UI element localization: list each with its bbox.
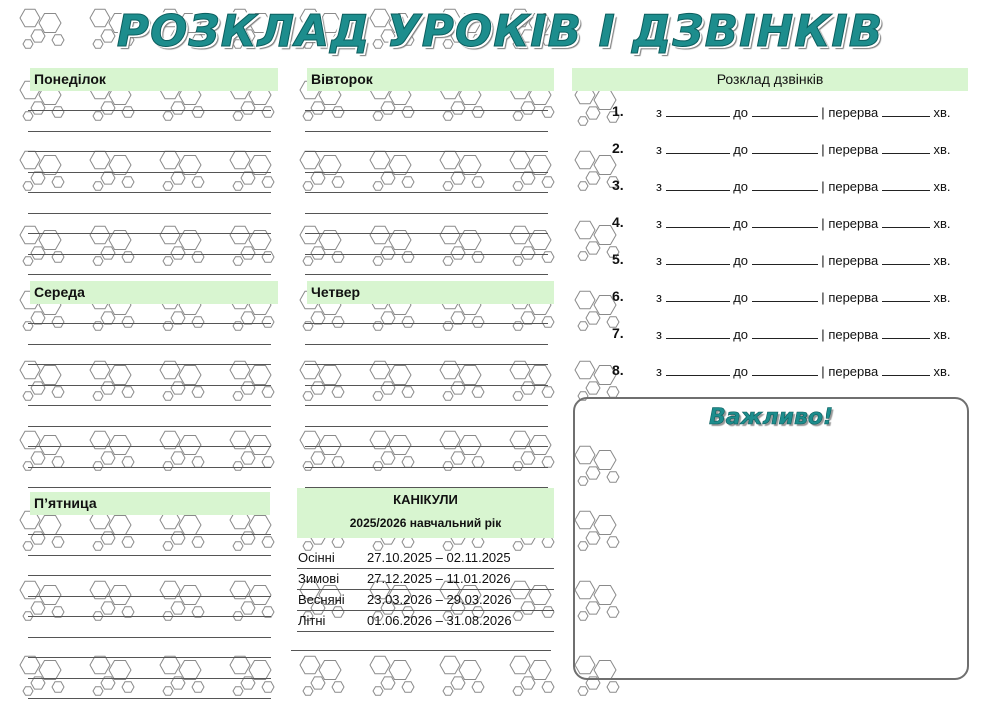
- lesson-line[interactable]: [28, 385, 271, 386]
- bell-label: перерва: [828, 290, 879, 305]
- hexagon-shape: [575, 221, 595, 238]
- bell-number: 2.: [612, 140, 624, 156]
- holiday-name: Осінні: [298, 550, 335, 565]
- holiday-row: [297, 589, 554, 611]
- blank-line[interactable]: [882, 363, 930, 376]
- blank-line[interactable]: [666, 215, 730, 228]
- bell-label: до: [733, 105, 749, 120]
- hexagon-shape: [575, 151, 595, 168]
- lesson-line[interactable]: [305, 172, 548, 173]
- lesson-line[interactable]: [305, 405, 548, 406]
- lesson-line[interactable]: [28, 678, 271, 679]
- hexagon-shape: [607, 682, 619, 692]
- hexagon-shape: [542, 682, 554, 692]
- bell-label: до: [733, 290, 749, 305]
- bell-label: |: [821, 290, 825, 305]
- bell-label: |: [821, 327, 825, 342]
- lesson-line[interactable]: [305, 364, 548, 365]
- hexagon-shape: [586, 382, 600, 394]
- bell-label: з: [656, 105, 662, 120]
- bell-number: 5.: [612, 251, 624, 267]
- blank-line[interactable]: [882, 104, 930, 117]
- bell-row: [612, 251, 962, 271]
- lesson-line[interactable]: [28, 575, 271, 576]
- hexagon-shape: [402, 682, 414, 692]
- holidays-extra-lines: [291, 630, 551, 670]
- lesson-line[interactable]: [28, 555, 271, 556]
- bell-label: до: [733, 179, 749, 194]
- lesson-line[interactable]: [305, 110, 548, 111]
- lesson-line[interactable]: [305, 446, 548, 447]
- hexagon-shape: [373, 687, 383, 696]
- lesson-line[interactable]: [28, 172, 271, 173]
- blank-line[interactable]: [752, 104, 818, 117]
- hexagon-shape: [303, 687, 313, 696]
- lesson-lines-wednesday: [28, 305, 271, 485]
- holiday-row: [297, 610, 554, 632]
- bell-time-fields[interactable]: [656, 141, 951, 157]
- blank-line[interactable]: [882, 326, 930, 339]
- bell-label: перерва: [828, 216, 879, 231]
- hexagon-shape: [332, 682, 344, 692]
- lesson-line[interactable]: [28, 467, 271, 468]
- blank-line[interactable]: [752, 215, 818, 228]
- bell-label: перерва: [828, 327, 879, 342]
- lesson-line[interactable]: [28, 131, 271, 132]
- blank-line[interactable]: [666, 289, 730, 302]
- bell-label: перерва: [828, 142, 879, 157]
- hexagon-shape: [586, 172, 600, 184]
- lesson-line[interactable]: [28, 616, 271, 617]
- bell-label: |: [821, 253, 825, 268]
- lesson-line[interactable]: [28, 213, 271, 214]
- lesson-line[interactable]: [28, 637, 271, 638]
- hexagon-shape: [578, 687, 588, 696]
- bell-row: [612, 362, 962, 382]
- day-header-thursday: Четвер: [307, 281, 554, 304]
- lesson-line[interactable]: [28, 274, 271, 275]
- day-header-friday: П’ятница: [30, 492, 270, 515]
- lesson-line[interactable]: [28, 192, 271, 193]
- bell-number: 7.: [612, 325, 624, 341]
- lesson-line[interactable]: [305, 385, 548, 386]
- lesson-line[interactable]: [28, 657, 271, 658]
- bell-number: 6.: [612, 288, 624, 304]
- bell-label: |: [821, 364, 825, 379]
- hexagon-shape: [311, 677, 325, 689]
- lesson-line[interactable]: [305, 426, 548, 427]
- bell-label: до: [733, 142, 749, 157]
- lesson-line[interactable]: [305, 213, 548, 214]
- blank-line[interactable]: [752, 363, 818, 376]
- holiday-dates: 23.03.2026 – 29.03.2026: [367, 592, 512, 607]
- blank-line[interactable]: [666, 141, 730, 154]
- hexagon-shape: [402, 537, 414, 547]
- bell-time-fields[interactable]: [656, 178, 951, 194]
- lesson-lines-friday: [28, 516, 271, 696]
- bell-label: перерва: [828, 105, 879, 120]
- lesson-line[interactable]: [28, 534, 271, 535]
- holiday-row: [297, 547, 554, 569]
- bell-label: з: [656, 179, 662, 194]
- holiday-row: [297, 568, 554, 590]
- bell-row: [612, 103, 962, 123]
- bell-label: перерва: [828, 253, 879, 268]
- bell-label: з: [656, 290, 662, 305]
- hexagon-shape: [586, 312, 600, 324]
- bell-label: хв.: [933, 327, 951, 342]
- hexagon-shape: [332, 537, 344, 547]
- holiday-dates: 27.12.2025 – 11.01.2026: [367, 571, 511, 586]
- hexagon-shape: [586, 242, 600, 254]
- lesson-line[interactable]: [305, 131, 548, 132]
- hexagon-shape: [542, 537, 554, 547]
- important-title: Важливо!: [708, 405, 834, 430]
- bell-label: з: [656, 216, 662, 231]
- blank-line[interactable]: [666, 252, 730, 265]
- bell-label: хв.: [933, 179, 951, 194]
- bell-label: хв.: [933, 216, 951, 231]
- bell-time-fields[interactable]: [656, 326, 951, 342]
- bell-number: 3.: [612, 177, 624, 193]
- lesson-line[interactable]: [28, 254, 271, 255]
- blank-line[interactable]: [882, 215, 930, 228]
- bell-label: |: [821, 179, 825, 194]
- hexagon-shape: [451, 677, 465, 689]
- lesson-line[interactable]: [28, 364, 271, 365]
- hexagon-shape: [578, 252, 588, 261]
- page-title: РОЗКЛАД УРОКІВ І ДЗВІНКІВ: [116, 6, 884, 57]
- lesson-line[interactable]: [305, 323, 548, 324]
- lesson-line[interactable]: [28, 426, 271, 427]
- holiday-dates: 01.06.2026 – 31.08.2026: [367, 613, 512, 628]
- bell-label: до: [733, 216, 749, 231]
- lesson-line[interactable]: [28, 446, 271, 447]
- bell-number: 8.: [612, 362, 624, 378]
- lesson-line[interactable]: [28, 487, 271, 488]
- holidays-title: КАНІКУЛИ: [393, 492, 458, 507]
- bell-label: |: [821, 142, 825, 157]
- blank-line[interactable]: [752, 252, 818, 265]
- bell-row: [612, 177, 962, 197]
- hexagon-shape: [578, 117, 588, 126]
- important-notes-box[interactable]: [573, 397, 969, 680]
- blank-line[interactable]: [752, 326, 818, 339]
- bell-label: хв.: [933, 290, 951, 305]
- bell-time-fields[interactable]: [656, 104, 951, 120]
- bell-label: хв.: [933, 142, 951, 157]
- lesson-line[interactable]: [28, 110, 271, 111]
- hexagon-shape: [443, 687, 453, 696]
- bells-header: Розклад дзвінків: [572, 68, 968, 91]
- bell-label: з: [656, 142, 662, 157]
- bell-row: [612, 288, 962, 308]
- blank-line[interactable]: [882, 178, 930, 191]
- hexagon-shape: [472, 537, 484, 547]
- bell-row: [612, 325, 962, 345]
- lesson-line[interactable]: [305, 274, 548, 275]
- hexagon-shape: [578, 182, 588, 191]
- lesson-line[interactable]: [305, 192, 548, 193]
- hexagon-shape: [472, 682, 484, 692]
- bell-time-fields[interactable]: [656, 252, 951, 268]
- lesson-lines-thursday: [305, 305, 548, 485]
- bell-time-fields[interactable]: [656, 289, 951, 305]
- bell-label: перерва: [828, 364, 879, 379]
- bell-number: 1.: [612, 103, 624, 119]
- blank-line[interactable]: [752, 289, 818, 302]
- bell-label: з: [656, 253, 662, 268]
- blank-line[interactable]: [882, 289, 930, 302]
- bell-label: до: [733, 364, 749, 379]
- holiday-dates: 27.10.2025 – 02.11.2025: [367, 550, 511, 565]
- lesson-line[interactable]: [28, 344, 271, 345]
- lesson-line[interactable]: [305, 254, 548, 255]
- lesson-line[interactable]: [28, 405, 271, 406]
- lesson-line[interactable]: [305, 467, 548, 468]
- day-header-wednesday: Середа: [30, 281, 278, 304]
- lesson-line[interactable]: [28, 596, 271, 597]
- lesson-line[interactable]: [28, 151, 271, 152]
- holiday-name: Весняні: [298, 592, 345, 607]
- hexagon-shape: [575, 361, 595, 378]
- blank-line[interactable]: [666, 104, 730, 117]
- bell-row: [612, 214, 962, 234]
- hexagon-shape: [381, 677, 395, 689]
- holidays-header: [297, 488, 554, 538]
- lesson-line[interactable]: [305, 344, 548, 345]
- hexagon-shape: [521, 677, 535, 689]
- blank-line[interactable]: [752, 141, 818, 154]
- day-header-monday: Понеділок: [30, 68, 278, 91]
- bell-time-fields[interactable]: [656, 363, 951, 379]
- bell-time-fields[interactable]: [656, 215, 951, 231]
- holiday-name: Зимові: [298, 571, 340, 586]
- lesson-lines-tuesday: [305, 92, 548, 272]
- bell-label: хв.: [933, 253, 951, 268]
- bell-label: з: [656, 364, 662, 379]
- bell-label: |: [821, 216, 825, 231]
- blank-line[interactable]: [752, 178, 818, 191]
- bell-label: хв.: [933, 364, 951, 379]
- bell-label: до: [733, 327, 749, 342]
- blank-line[interactable]: [666, 363, 730, 376]
- bell-row: [612, 140, 962, 160]
- lesson-line[interactable]: [28, 233, 271, 234]
- blank-line[interactable]: [882, 141, 930, 154]
- day-header-tuesday: Вівторок: [307, 68, 554, 91]
- hexagon-shape: [513, 687, 523, 696]
- bell-label: перерва: [828, 179, 879, 194]
- bell-label: хв.: [933, 105, 951, 120]
- lesson-line[interactable]: [28, 323, 271, 324]
- lesson-line[interactable]: [305, 151, 548, 152]
- holiday-name: Літні: [298, 613, 326, 628]
- hexagon-shape: [586, 107, 600, 119]
- lesson-line[interactable]: [305, 233, 548, 234]
- blank-line[interactable]: [666, 178, 730, 191]
- bell-label: з: [656, 327, 662, 342]
- bell-number: 4.: [612, 214, 624, 230]
- blank-line[interactable]: [882, 252, 930, 265]
- bell-label: до: [733, 253, 749, 268]
- bell-label: |: [821, 105, 825, 120]
- blank-line[interactable]: [666, 326, 730, 339]
- hexagon-shape: [575, 291, 595, 308]
- lesson-lines-monday: [28, 92, 271, 272]
- lesson-line[interactable]: [28, 698, 271, 699]
- hexagon-shape: [607, 387, 619, 397]
- holidays-subtitle: 2025/2026 навчальний рік: [349, 516, 502, 530]
- hexagon-shape: [578, 322, 588, 331]
